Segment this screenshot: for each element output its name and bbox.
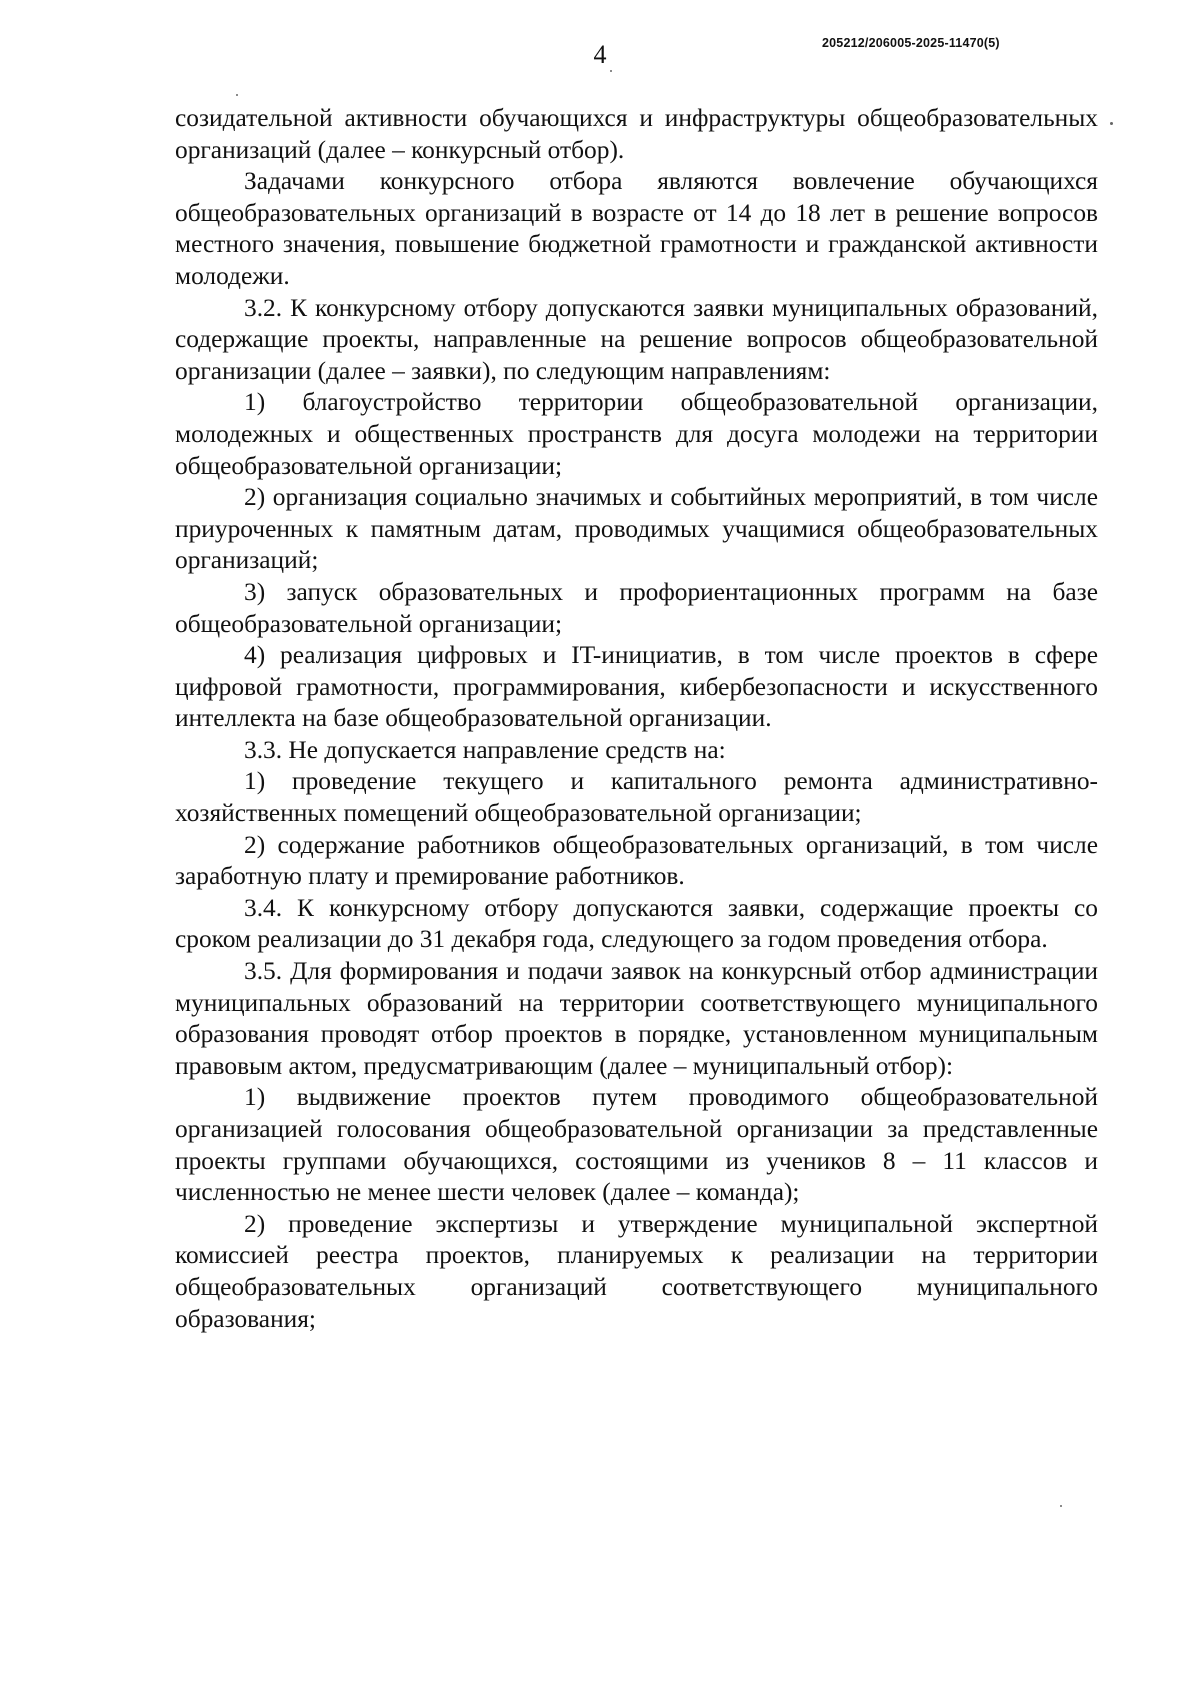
document-body [175, 103, 1098, 1335]
paragraph: 3) запуск образовательных и профориентационных программ на базе общеобразовательной организации; [175, 577, 1098, 638]
paragraph: 2) проведение экспертизы и утверждение муниципальной экспертной комиссией реестра проектов, планируемых к реализации на территории общеобразовательных организаций соответствующего муниципального образования; [175, 1209, 1098, 1333]
paragraph: 3.4. К конкурсному отбору допускаются заявки, содержащие проекты со сроком реализации до 31 декабря года, следующего за годом проведения отбора. [175, 893, 1098, 954]
scan-speck [236, 94, 238, 96]
paragraph: 1) проведение текущего и капитального ремонта административно-хозяйственных помещений общеобразовательной организации; [175, 767, 1098, 828]
paragraph: 1) выдвижение проектов путем проводимого общеобразовательной организацией голосования общеобразовательной организации за представленные проекты группами обучающихся, состоящими из учеников 8 – 11 классов и численностью не менее шести человек (далее – команда); [175, 1083, 1098, 1207]
page-number: 4 [593, 40, 607, 69]
scan-speck [610, 70, 612, 72]
paragraph: 2) содержание работников общеобразовательных организаций, в том числе заработную плату и премирование работников. [175, 830, 1098, 891]
paragraph: 2) организация социально значимых и событийных мероприятий, в том числе приуроченных к памятным датам, проводимых учащимися общеобразовательных организаций; [175, 483, 1098, 575]
scan-speck [1060, 1505, 1062, 1507]
paragraph: 3.2. К конкурсному отбору допускаются заявки муниципальных образований, содержащие проекты, направленные на решение вопросов общеобразовательной организации (далее – заявки), по следующим направлениям: [175, 293, 1098, 385]
paragraph: 3.3. Не допускается направление средств на: [244, 735, 726, 764]
paragraph: Задачами конкурсного отбора являются вовлечение обучающихся общеобразовательных организаций в возрасте от 14 до 18 лет в решение вопросов местного значения, повышение бюджетной грамотности и гражданской активности молодежи. [175, 167, 1098, 290]
paragraph: 4) реализация цифровых и IT-инициатив, в том числе проектов в сфере цифровой грамотности, программирования, кибербезопасности и искусственного интеллекта на базе общеобразовательной организации. [175, 641, 1098, 733]
scan-speck [1110, 122, 1113, 125]
paragraph: 3.5. Для формирования и подачи заявок на конкурсный отбор администрации муниципальных образований на территории соответствующего муниципального образования проводят отбор проектов в порядке, установленном муниципальным правовым актом, предусматривающим (далее – муниципальный отбор): [175, 957, 1098, 1080]
paragraph: 1) благоустройство территории общеобразовательной организации, молодежных и общественных пространств для досуга молодежи на территории общеобразовательной организации; [175, 388, 1098, 480]
document-reference: 205212/206005-2025-11470(5) [822, 36, 1000, 50]
paragraph: созидательной активности обучающихся и инфраструктуры общеобразовательных организаций (далее – конкурсный отбор). [175, 104, 1098, 164]
